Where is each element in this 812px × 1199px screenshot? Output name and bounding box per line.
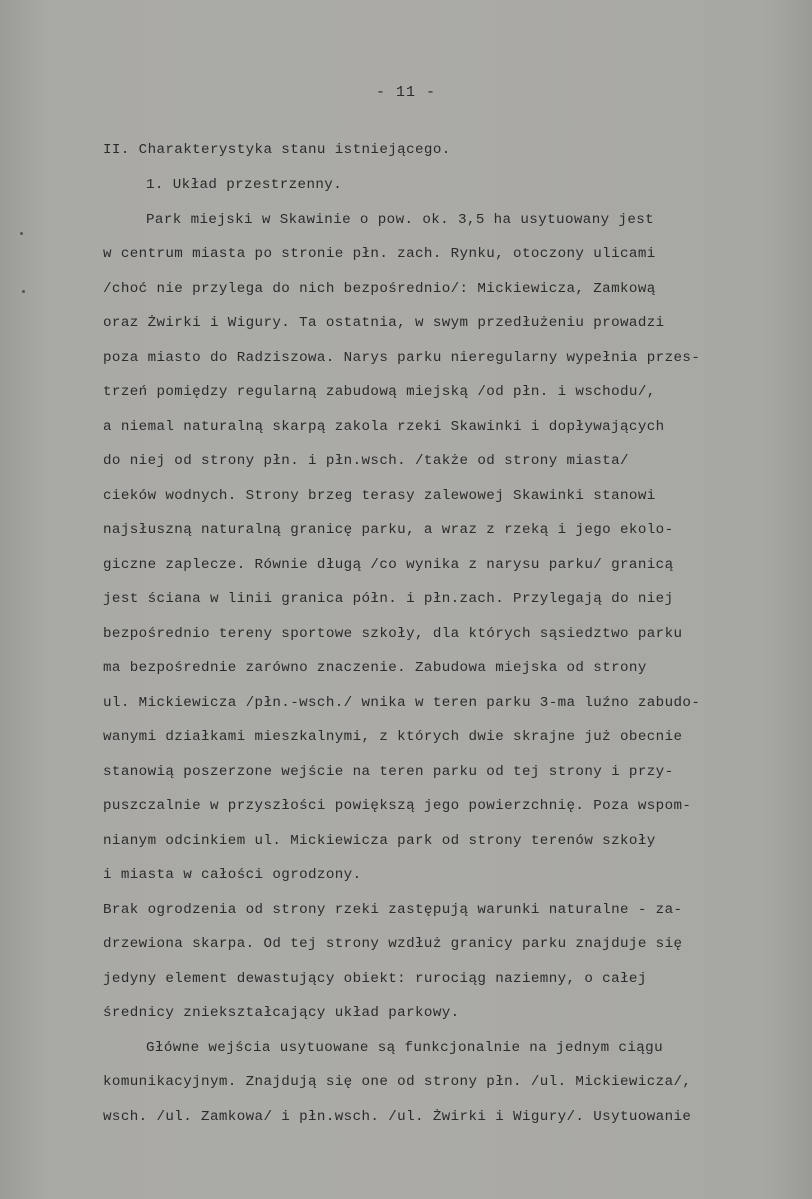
text-line: jedyny element dewastujący obiekt: rurociąg naziemny, o całej: [103, 971, 647, 987]
text-line: wsch. /ul. Zamkowa/ i płn.wsch. /ul. Żwirki i Wigury/. Usytuowanie: [103, 1109, 692, 1125]
text-line: średnicy zniekształcający układ parkowy.: [103, 1005, 460, 1021]
margin-mark: [22, 290, 25, 293]
text-line: trzeń pomiędzy regularną zabudową miejską /od płn. i wschodu/,: [103, 384, 656, 400]
text-line: stanowią poszerzone wejście na teren parku od tej strony i przy-: [103, 764, 674, 780]
margin-mark: [20, 232, 23, 235]
subsection-heading: 1. Układ przestrzenny.: [146, 177, 343, 193]
text-line: drzewiona skarpa. Od tej strony wzdłuż granicy parku znajduje się: [103, 936, 683, 952]
text-line: wanymi działkami mieszkalnymi, z których dwie skrajne już obecnie: [103, 729, 683, 745]
text-line: puszczalnie w przyszłości powiększą jego powierzchnię. Poza wspom-: [103, 798, 692, 814]
text-line: oraz Żwirki i Wigury. Ta ostatnia, w swym przedłużeniu prowadzi: [103, 315, 665, 331]
text-line: cieków wodnych. Strony brzeg terasy zalewowej Skawinki stanowi: [103, 488, 656, 504]
text-line: nianym odcinkiem ul. Mickiewicza park od strony terenów szkoły: [103, 833, 656, 849]
section-heading: II. Charakterystyka stanu istniejącego.: [103, 142, 451, 158]
text-line: w centrum miasta po stronie płn. zach. Rynku, otoczony ulicami: [103, 246, 656, 262]
text-line: komunikacyjnym. Znajdują się one od strony płn. /ul. Mickiewicza/,: [103, 1074, 692, 1090]
text-line: Brak ogrodzenia od strony rzeki zastępują warunki naturalne - za-: [103, 902, 683, 918]
text-line: giczne zaplecze. Równie długą /co wynika z narysu parku/ granicą: [103, 557, 674, 573]
text-line: do niej od strony płn. i płn.wsch. /także od strony miasta/: [103, 453, 629, 469]
text-line: a niemal naturalną skarpą zakola rzeki Skawinki i dopływających: [103, 419, 665, 435]
text-line: najsłuszną naturalną granicę parku, a wraz z rzeką i jego ekolo-: [103, 522, 674, 538]
text-line: poza miasto do Radziszowa. Narys parku nieregularny wypełnia przes-: [103, 350, 701, 366]
page-number: - 11 -: [375, 84, 436, 101]
text-line: Park miejski w Skawinie o pow. ok. 3,5 ha usytuowany jest: [146, 212, 655, 228]
text-line: /choć nie przylega do nich bezpośrednio/: Mickiewicza, Zamkową: [103, 281, 656, 297]
text-line: bezpośrednio tereny sportowe szkoły, dla których sąsiedztwo parku: [103, 626, 683, 642]
text-line: ma bezpośrednie zarówno znaczenie. Zabudowa miejska od strony: [103, 660, 647, 676]
text-line: ul. Mickiewicza /płn.-wsch./ wnika w teren parku 3-ma luźno zabudo-: [103, 695, 701, 711]
text-line: i miasta w całości ogrodzony.: [103, 867, 362, 883]
text-line: Główne wejścia usytuowane są funkcjonalnie na jednym ciągu: [146, 1040, 664, 1056]
text-line: jest ściana w linii granica półn. i płn.zach. Przylegają do niej: [103, 591, 674, 607]
